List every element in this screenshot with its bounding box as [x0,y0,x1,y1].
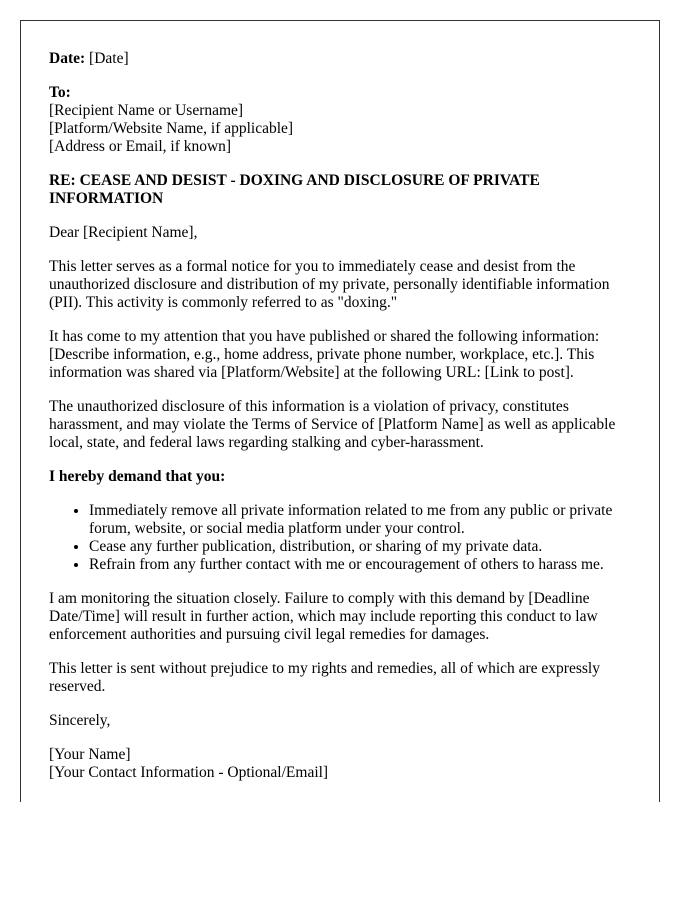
demand-item-refrain: • Refrain from any further contact with me or encouragement of others to harass me. [89,556,631,574]
signoff: Sincerely, [49,712,111,729]
date-line [49,50,631,68]
body-paragraph-notice: This letter serves as a formal notice for you to immediately cease and desist from the unauthorized disclosure and distribution of my private, personally identifiable information (PII). This activity is commonly referred to as "doxing." [49,258,610,311]
recipient-address-line: [Address or Email, if known] [49,138,232,155]
demand-item-cease: • Cease any further publication, distribution, or sharing of my private data. [89,538,631,556]
signature-contact: [Your Contact Information - Optional/Email] [49,764,329,781]
subject-line: RE: CEASE AND DESIST - DOXING AND DISCLOSURE OF PRIVATE INFORMATION [49,172,540,207]
salutation: Dear [Recipient Name], [49,224,198,241]
signature-name: [Your Name] [49,746,131,763]
signature-block [49,746,631,782]
closing-paragraph-prejudice: This letter is sent without prejudice to my rights and remedies, all of which are expressly reserved. [49,660,600,695]
recipient-name-line: [Recipient Name or Username] [49,102,244,119]
recipient-platform-line: [Platform/Website Name, if applicable] [49,120,294,137]
date-value: [Date] [89,50,129,67]
demand-list [49,502,631,574]
closing-paragraph-monitoring: I am monitoring the situation closely. Failure to comply with this demand by [Deadline Date/Time] will result in further action, which may include reporting this conduct to law enforcement authorities and pursuing civil legal remedies for damages. [49,590,598,643]
body-paragraph-information: It has come to my attention that you have published or shared the following information: [Describe information, e.g., home address, private phone number, workplace, etc.]. This information was shared via [Platform/Website] at the following URL: [Link to post]. [49,328,600,381]
recipient-block [49,84,631,156]
demand-heading: I hereby demand that you: [49,468,226,485]
to-label: To: [49,84,71,101]
date-label: Date: [49,50,86,67]
body-paragraph-violation: The unauthorized disclosure of this information is a violation of privacy, constitutes harassment, and may violate the Terms of Service of [Platform Name] as well as applicable local, state, and federal laws regarding stalking and cyber-harassment. [49,398,616,451]
letter-page [20,20,660,802]
demand-item-remove: • Immediately remove all private information related to me from any public or private forum, website, or social media platform under your control. [89,502,631,538]
